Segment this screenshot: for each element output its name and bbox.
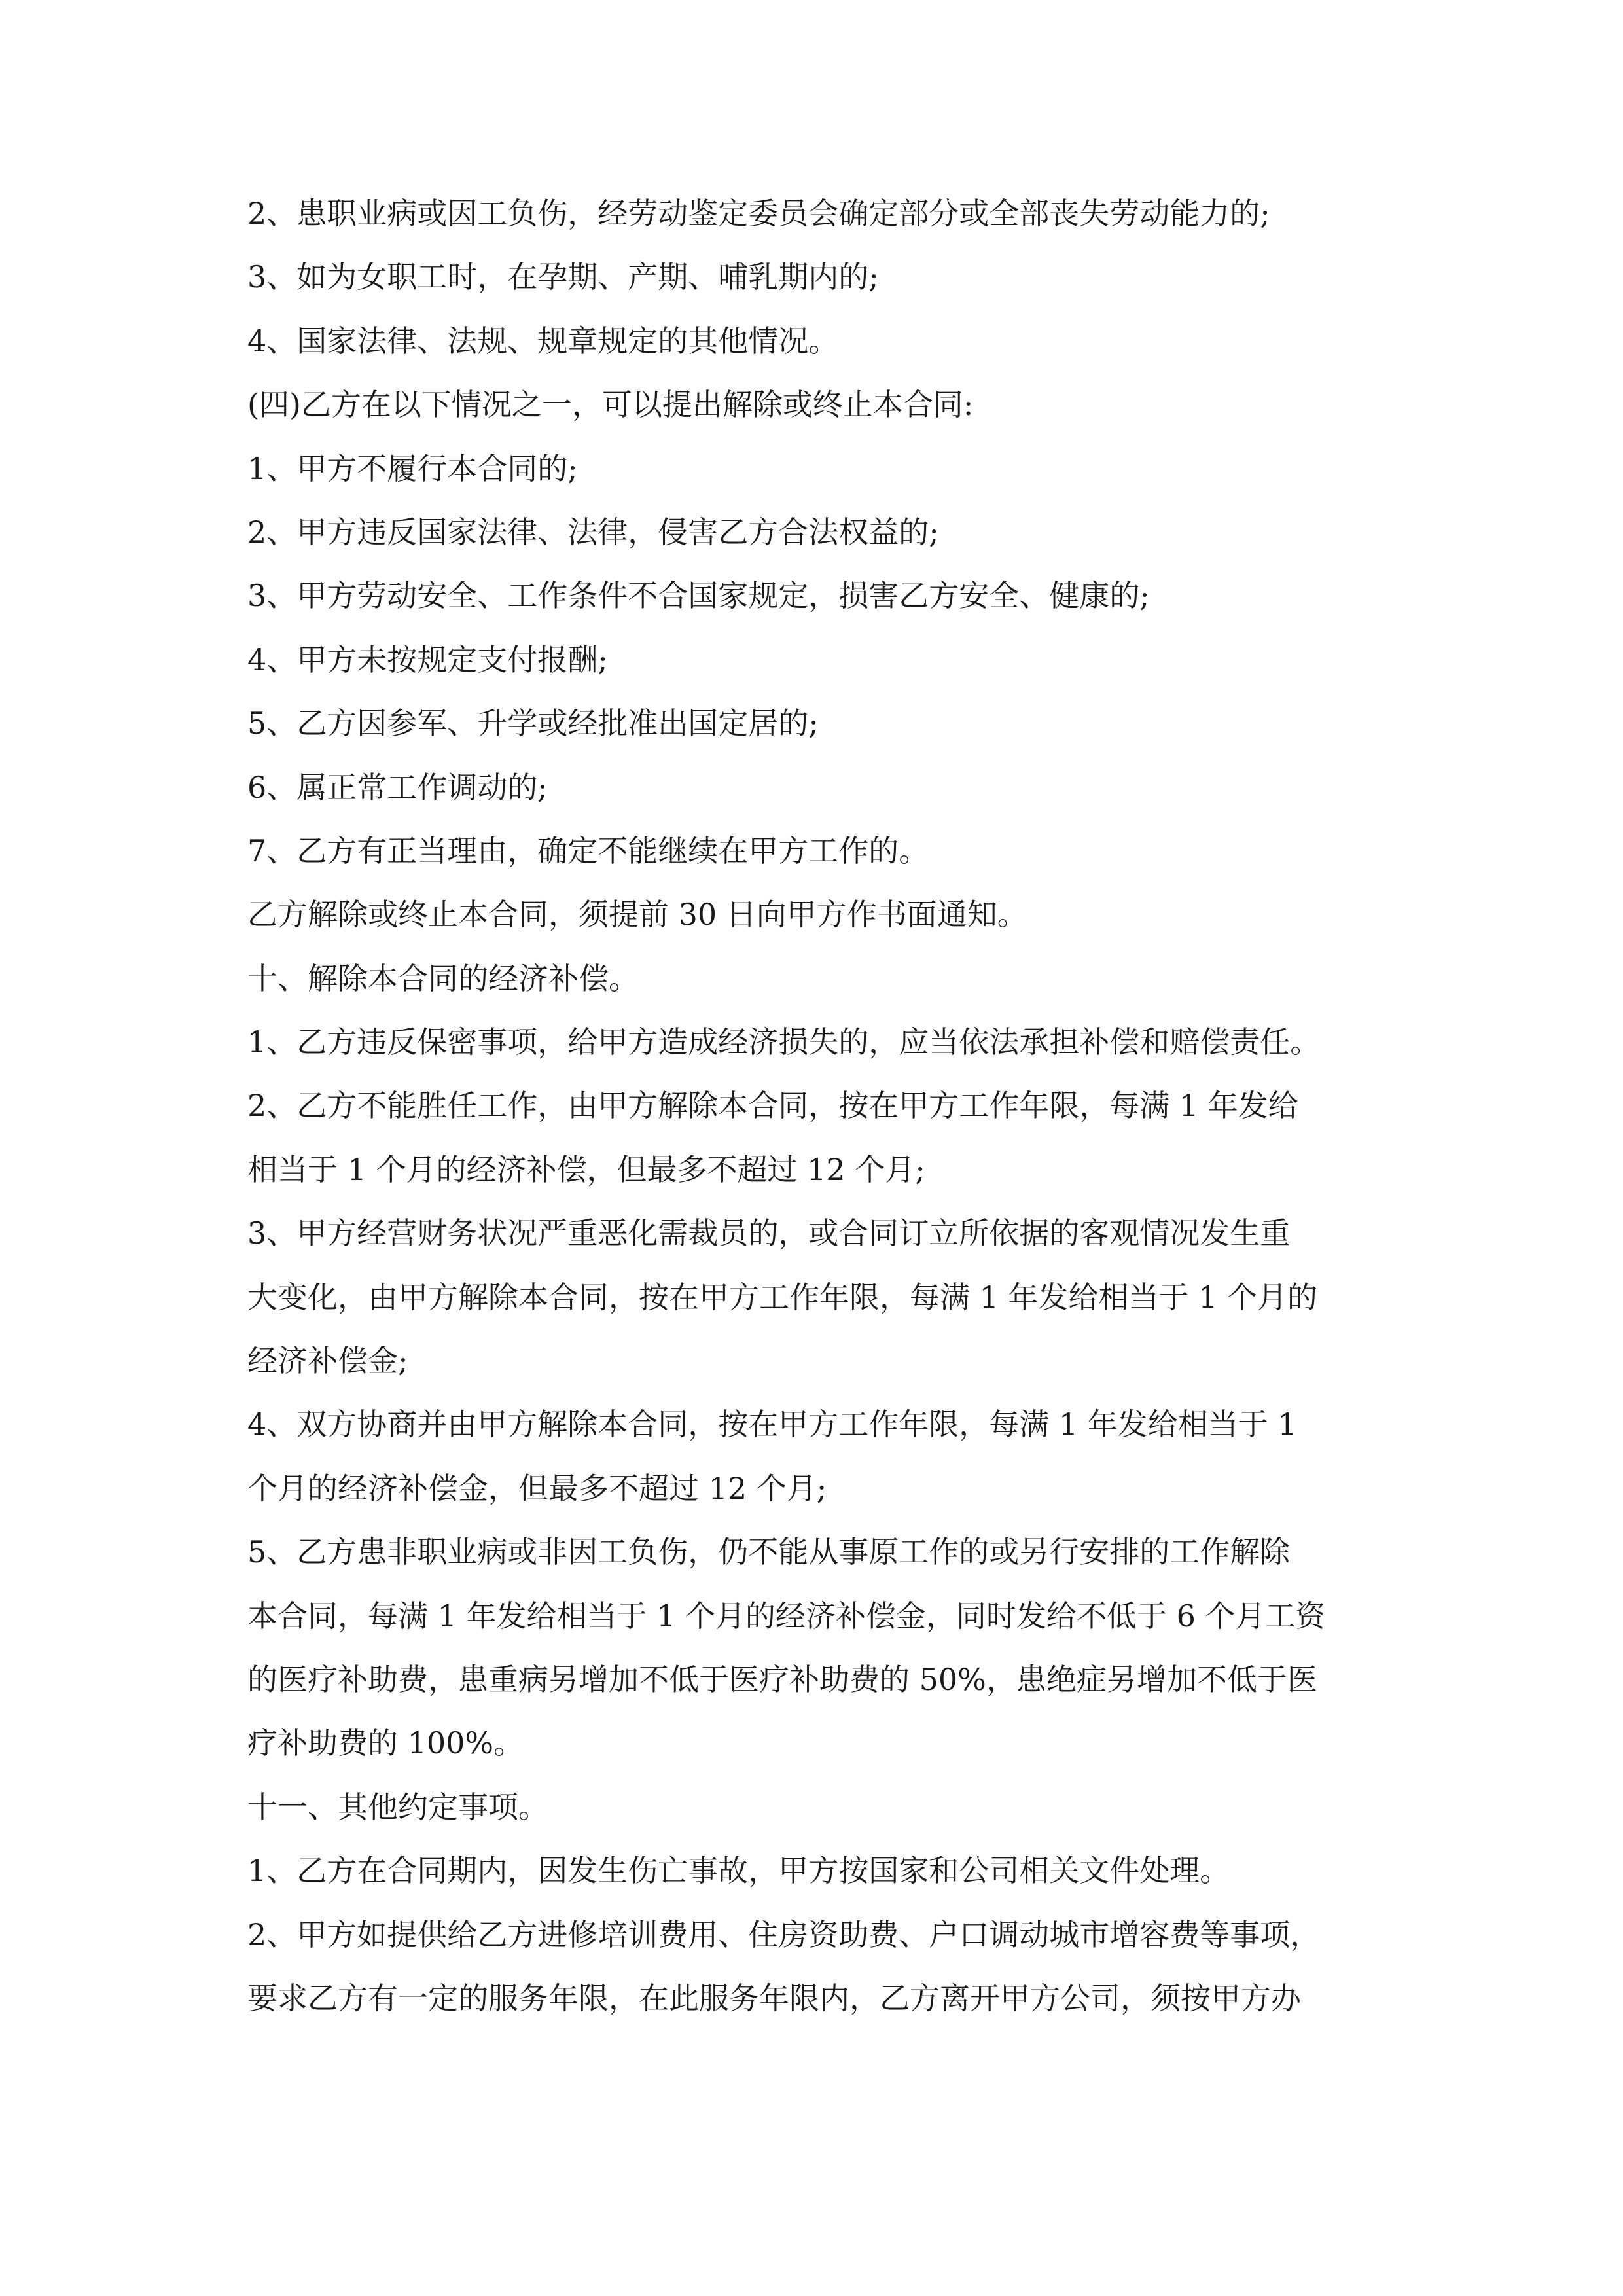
text-line: 个月的经济补偿金，但最多不超过 12 个月;	[247, 1470, 827, 1506]
text-line: 3、甲方劳动安全、工作条件不合国家规定，损害乙方安全、健康的;	[247, 578, 1150, 614]
text-line: 疗补助费的 100%。	[247, 1725, 524, 1761]
text-line: 要求乙方有一定的服务年限，在此服务年限内，乙方离开甲方公司，须按甲方办	[247, 1980, 1301, 2016]
text-line: 5、乙方患非职业病或非因工负伤，仍不能从事原工作的或另行安排的工作解除	[247, 1534, 1291, 1570]
text-line: 本合同，每满 1 年发给相当于 1 个月的经济补偿金，同时发给不低于 6 个月工资	[247, 1598, 1326, 1634]
text-line: 4、甲方未按规定支付报酬;	[247, 641, 608, 677]
text-line: 2、甲方如提供给乙方进修培训费用、住房资助费、户口调动城市增容费等事项，	[247, 1916, 1321, 1952]
section-heading: 十一、其他约定事项。	[247, 1789, 548, 1825]
section-heading: (四)乙方在以下情况之一，可以提出解除或终止本合同:	[247, 387, 974, 423]
text-line: 5、乙方因参军、升学或经批准出国定居的;	[247, 706, 819, 742]
text-line: 3、如为女职工时，在孕期、产期、哺乳期内的;	[247, 259, 879, 295]
text-line: 4、双方协商并由甲方解除本合同，按在甲方工作年限，每满 1 年发给相当于 1	[247, 1407, 1297, 1443]
text-line: 乙方解除或终止本合同，须提前 30 日向甲方作书面通知。	[247, 897, 1027, 933]
document-body	[247, 182, 1383, 2030]
text-line: 1、乙方违反保密事项，给甲方造成经济损失的，应当依法承担补偿和赔偿责任。	[247, 1024, 1321, 1060]
text-line: 2、甲方违反国家法律、法律，侵害乙方合法权益的;	[247, 514, 939, 550]
text-line: 3、甲方经营财务状况严重恶化需裁员的，或合同订立所依据的客观情况发生重	[247, 1215, 1291, 1251]
text-line: 的医疗补助费，患重病另增加不低于医疗补助费的 50%，患绝症另增加不低于医	[247, 1661, 1317, 1697]
section-heading: 十、解除本合同的经济补偿。	[247, 960, 639, 996]
text-line: 2、患职业病或因工负伤，经劳动鉴定委员会确定部分或全部丧失劳动能力的;	[247, 196, 1270, 231]
text-line: 2、乙方不能胜任工作，由甲方解除本合同，按在甲方工作年限，每满 1 年发给	[247, 1088, 1298, 1124]
text-line: 大变化，由甲方解除本合同，按在甲方工作年限，每满 1 年发给相当于 1 个月的	[247, 1279, 1318, 1315]
text-line: 4、国家法律、法规、规章规定的其他情况。	[247, 323, 839, 359]
text-line: 经济补偿金;	[247, 1343, 408, 1379]
text-line: 1、乙方在合同期内，因发生伤亡事故，甲方按国家和公司相关文件处理。	[247, 1853, 1230, 1889]
text-line: 7、乙方有正当理由，确定不能继续在甲方工作的。	[247, 833, 929, 869]
text-line: 相当于 1 个月的经济补偿，但最多不超过 12 个月;	[247, 1151, 925, 1187]
text-line: 6、属正常工作调动的;	[247, 769, 548, 805]
text-line: 1、甲方不履行本合同的;	[247, 450, 578, 486]
